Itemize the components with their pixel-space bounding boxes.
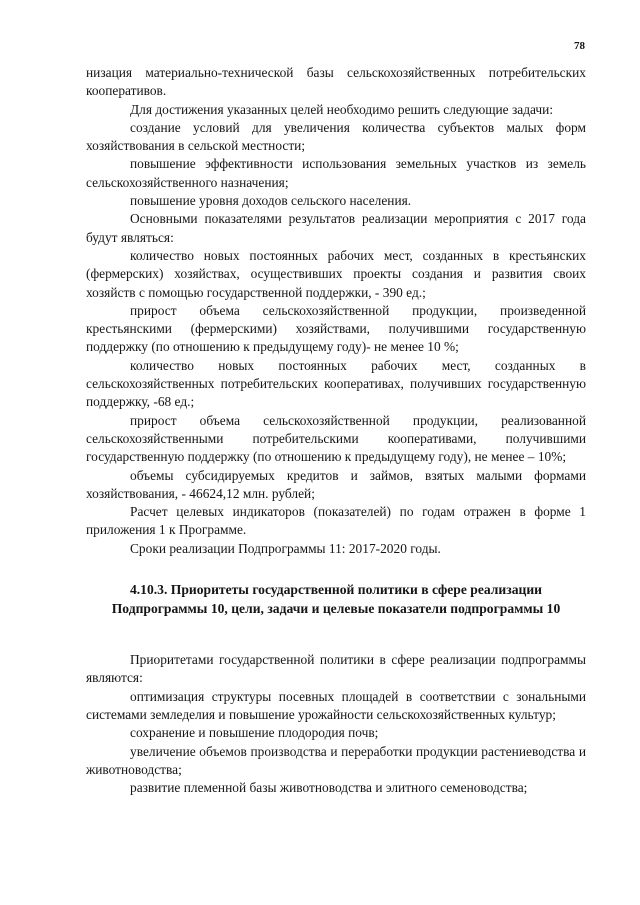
paragraph: Приоритетами государственной политики в сфере реализации подпрограммы являются:	[86, 652, 586, 686]
section-heading: 4.10.3. Приоритеты государственной политики в сфере реализации Подпрограммы 10, цели, задачи и целевые показатели подпрограммы 10	[111, 582, 561, 617]
paragraph: создание условий для увеличения количества субъектов малых форм хозяйствования в сельской местности;	[86, 119, 586, 154]
paragraph: количество новых постоянных рабочих мест, созданных в сельскохозяйственных потребительских кооперативах, получивших государственную поддержку, -68 ед.;	[86, 357, 586, 410]
paragraph: количество новых постоянных рабочих мест, созданных в крестьянских (фермерских) хозяйствах, осуществивших проекты создания и развития своих хозяйств с помощью государственной поддержки, - 390 ед.;	[86, 247, 586, 300]
paragraph: прирост объема сельскохозяйственной продукции, реализованной сельскохозяйственными потребительскими кооперативами, получившими государственную поддержку (по отношению к предыдущему году), не менее – 10%;	[86, 412, 586, 465]
paragraph: повышение уровня доходов сельского населения.	[130, 193, 412, 209]
paragraph: низация материально-технической базы сельскохозяйственных потребительских кооперативов.	[86, 65, 586, 99]
paragraph: Сроки реализации Подпрограммы 11: 2017-2020 годы.	[130, 540, 441, 556]
paragraph: Основными показателями результатов реализации мероприятия с 2017 года будут являться:	[86, 211, 586, 245]
page-number: 78	[574, 40, 585, 52]
paragraph: объемы субсидируемых кредитов и займов, взятых малыми формами хозяйствования, - 46624,12 млн. рублей;	[86, 467, 586, 501]
paragraph: Расчет целевых индикаторов (показателей) по годам отражен в форме 1 приложения 1 к Программе.	[86, 504, 586, 538]
paragraph: сохранение и повышение плодородия почв;	[130, 725, 379, 741]
paragraph: Для достижения указанных целей необходимо решить следующие задачи:	[130, 101, 554, 117]
paragraphs-before-heading	[86, 64, 586, 558]
paragraph: оптимизация структуры посевных площадей в соответствии с зональными системами земледелия и повышение урожайности сельскохозяйственных культур;	[86, 688, 586, 722]
paragraph: развитие племенной базы животноводства и элитного семеноводства;	[130, 780, 528, 796]
paragraph: увеличение объемов производства и переработки продукции растениеводства и животноводства;	[86, 743, 586, 777]
paragraph: повышение эффективности использования земельных участков из земель сельскохозяйственного назначения;	[86, 156, 586, 190]
document-body	[86, 64, 586, 797]
paragraphs-after-heading	[86, 651, 586, 797]
paragraph: прирост объема сельскохозяйственной продукции, произведенной крестьянскими (фермерскими) хозяйствами, получившими государственную поддержку (по отношению к предыдущему году)- не менее 10 %;	[86, 302, 586, 355]
